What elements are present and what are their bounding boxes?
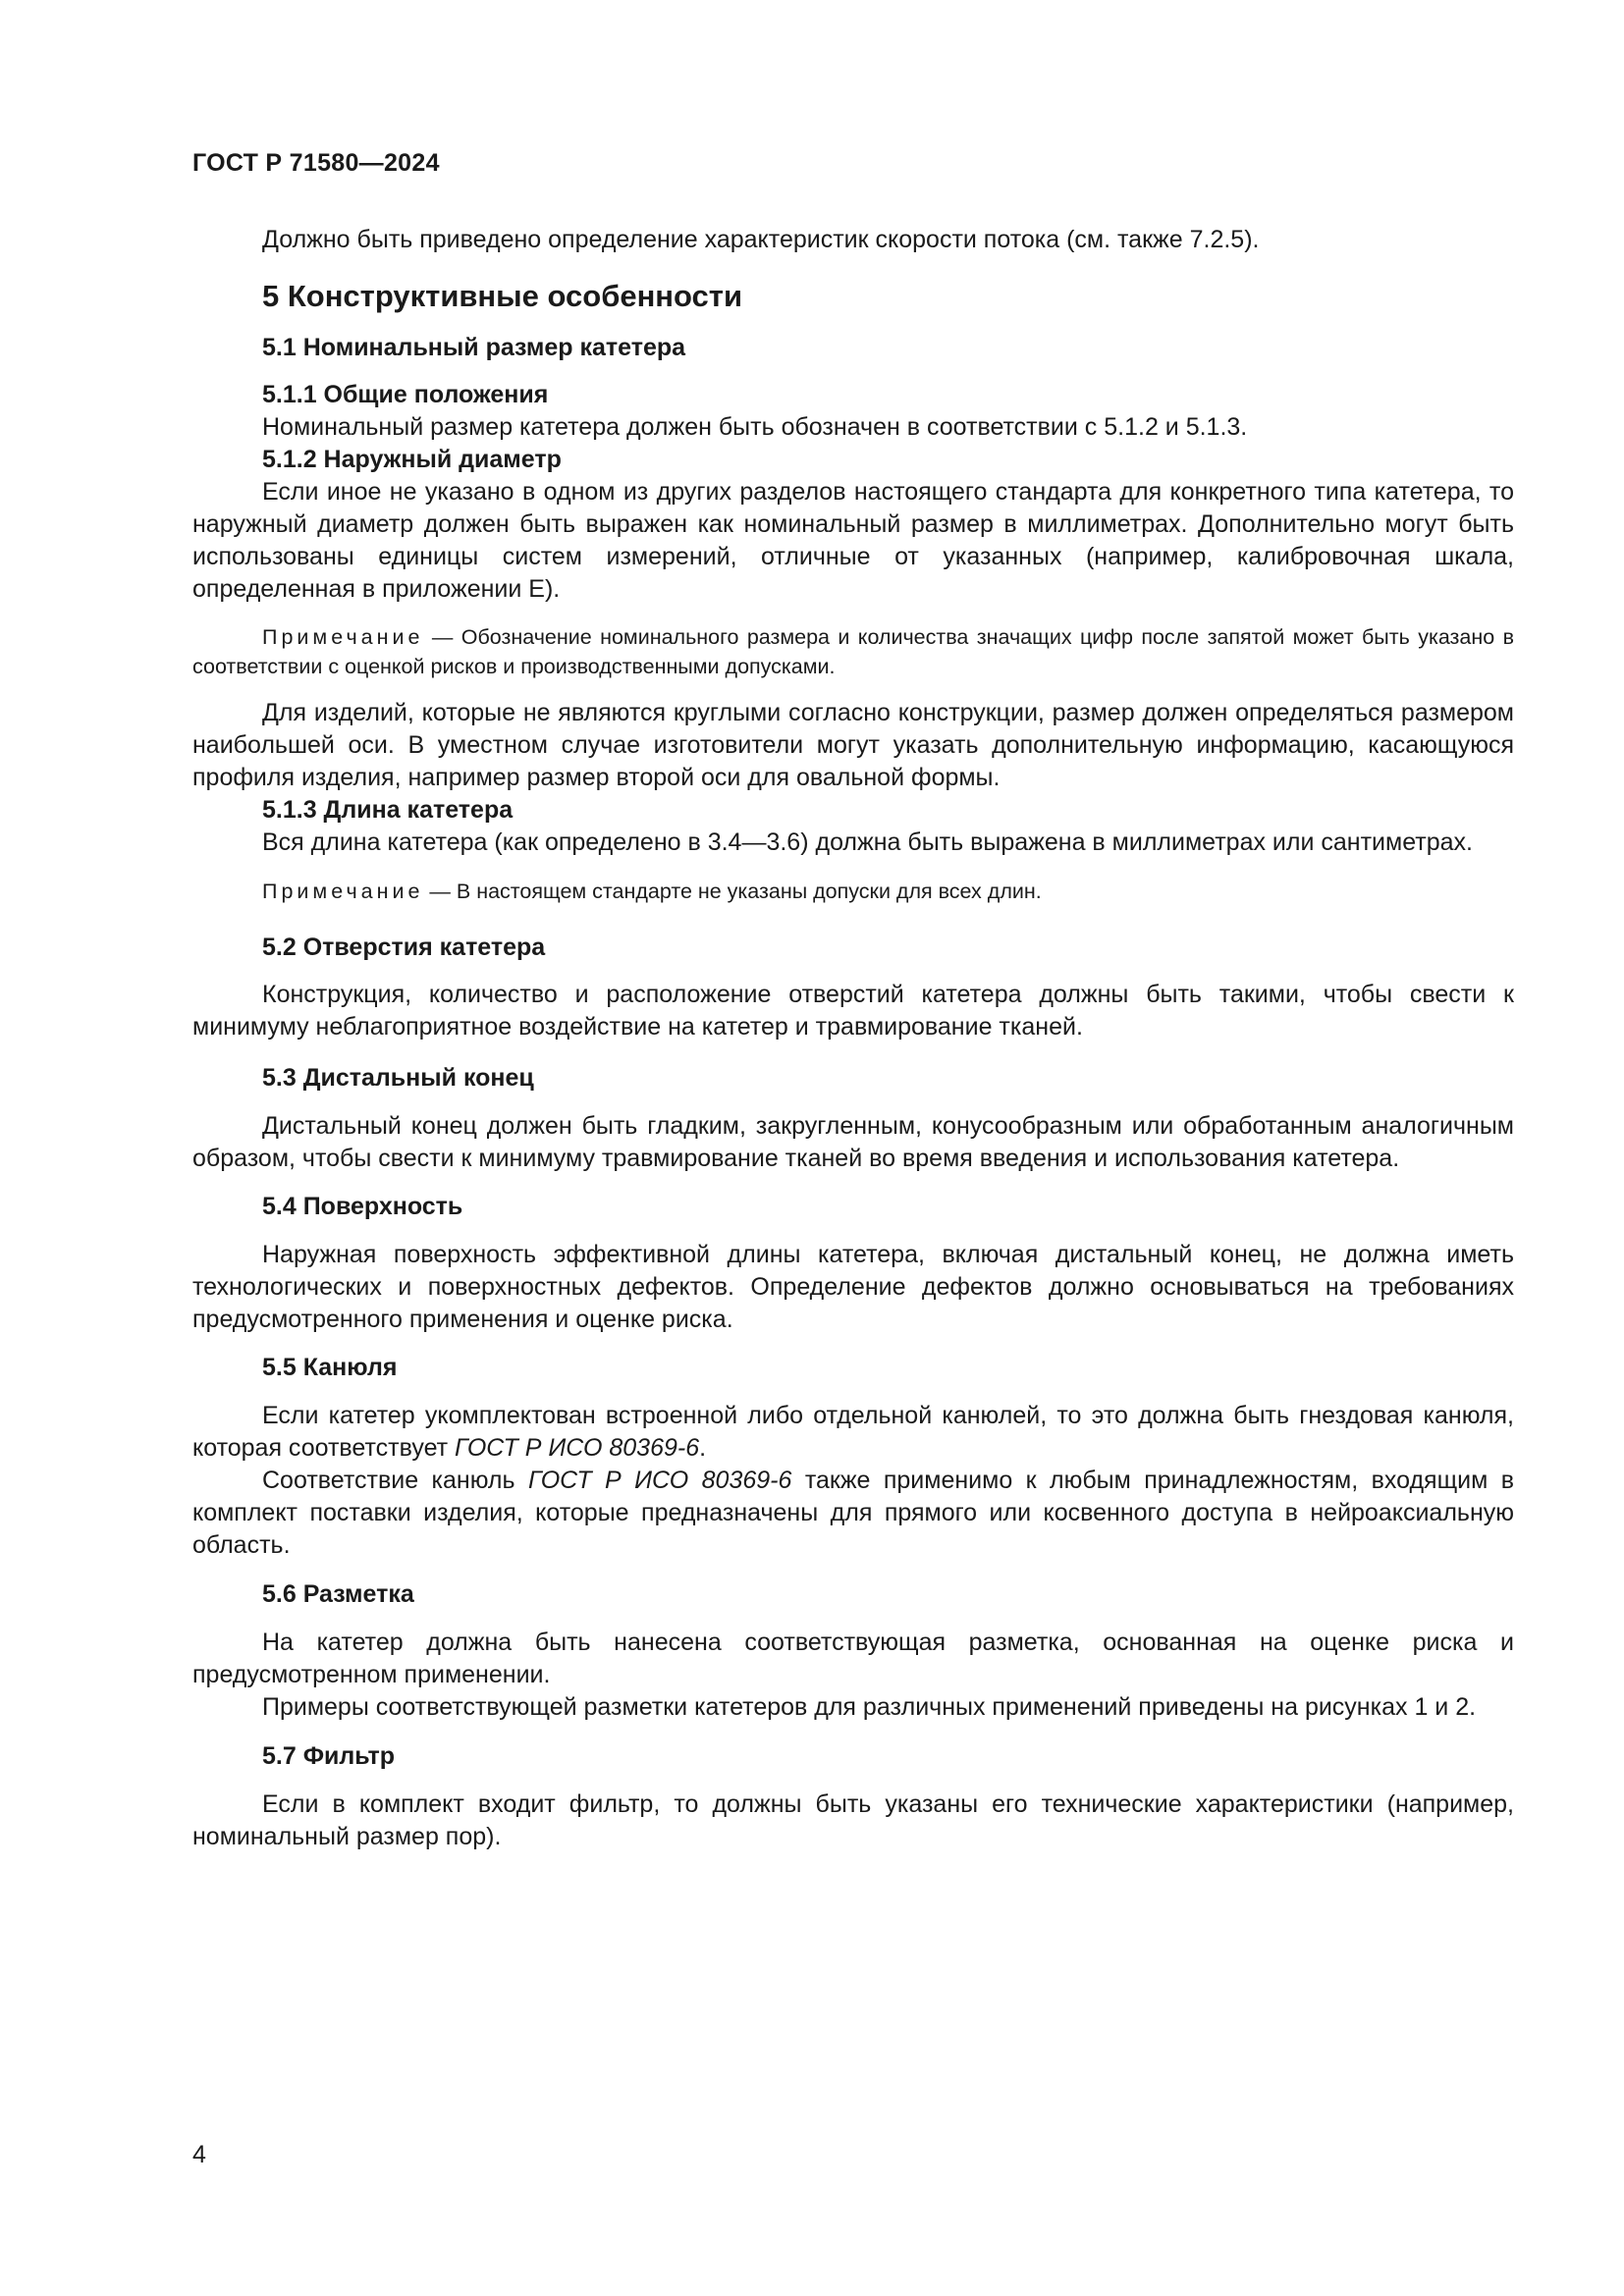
section-5-6-heading: 5.6 Разметка	[262, 1580, 414, 1608]
section-5-1-3-heading: 5.1.3 Длина катетера	[262, 796, 514, 824]
section-5-7-heading: 5.7 Фильтр	[262, 1742, 395, 1770]
section-5-4-text: Наружная поверхность эффективной длины катетера, включая дистальный конец, не должна иметь технологических и поверхностных дефектов. Определение дефектов должно основываться на требованиях предусмотренного применения и оценке риска.	[192, 1241, 1514, 1333]
section-5-2-heading: 5.2 Отверстия катетера	[262, 934, 546, 961]
note-label: Примечание	[262, 880, 424, 903]
section-5-4-heading: 5.4 Поверхность	[262, 1193, 463, 1220]
section-5-1-1-heading: 5.1.1 Общие положения	[262, 381, 549, 408]
section-5-1-2-note	[192, 622, 1514, 681]
note-text: — Обозначение номинального размера и количества значащих цифр после запятой может быть указано в соответствии с оценкой рисков и производственными допусками.	[192, 625, 1514, 678]
section-5-1-3-text: Вся длина катетера (как определено в 3.4—3.6) должна быть выражена в миллиметрах или сантиметрах.	[262, 828, 1473, 856]
text-run: .	[699, 1434, 707, 1462]
standard-reference: ГОСТ Р ИСО 80369-6	[527, 1467, 792, 1494]
text-run: Соответствие канюль	[262, 1467, 528, 1494]
section-5-6-paragraph-2: Примеры соответствующей разметки катетеров для различных применений приведены на рисунках 1 и 2.	[262, 1693, 1477, 1721]
section-5-3-heading: 5.3 Дистальный конец	[262, 1064, 534, 1092]
section-5-2-text: Конструкция, количество и расположение отверстий катетера должны быть такими, чтобы свести к минимуму неблагоприятное воздействие на катетер и травмирование тканей.	[192, 981, 1514, 1041]
section-5-1-heading: 5.1 Номинальный размер катетера	[262, 334, 686, 361]
text-run: также применимо к любым принадлежностям, входящим в комплект поставки изделия, которые предназначены для прямого или косвенного доступа в нейроаксиальную область.	[192, 1467, 1514, 1559]
section-5-heading: 5 Конструктивные особенности	[262, 279, 743, 313]
document-body	[192, 224, 1514, 1853]
section-5-1-2-text: Если иное не указано в одном из других разделов настоящего стандарта для конкретного типа катетера, то наружный диаметр должен быть выражен как номинальный размер в миллиметрах. Дополнительно могут быть использованы единицы систем измерений, отличные от указанных (например, калибровочная шкала, определенная в приложении Е).	[192, 478, 1514, 603]
intro-paragraph: Должно быть приведено определение характеристик скорости потока (см. также 7.2.5).	[262, 226, 1260, 253]
document-header-id: ГОСТ Р 71580—2024	[192, 149, 440, 177]
section-5-1-1-text: Номинальный размер катетера должен быть обозначен в соответствии с 5.1.2 и 5.1.3.	[262, 413, 1248, 441]
section-5-6-paragraph-1: На катетер должна быть нанесена соответствующая разметка, основанная на оценке риска и предусмотренном применении.	[192, 1629, 1514, 1688]
section-5-1-2-heading: 5.1.2 Наружный диаметр	[262, 446, 562, 473]
note-label: Примечание	[262, 625, 424, 649]
section-5-5-paragraph-2	[192, 1465, 1514, 1562]
note-text: — В настоящем стандарте не указаны допуски для всех длин.	[423, 880, 1042, 903]
page-number: 4	[192, 2141, 206, 2168]
section-5-1-3-note	[192, 877, 1514, 906]
section-5-5-heading: 5.5 Канюля	[262, 1354, 398, 1381]
section-5-1-2-text-2: Для изделий, которые не являются круглыми согласно конструкции, размер должен определяться размером наибольшей оси. В уместном случае изготовители могут указать дополнительную информацию, касающуюся профиля изделия, например размер второй оси для овальной формы.	[192, 699, 1514, 791]
standard-reference: ГОСТ Р ИСО 80369-6	[455, 1434, 700, 1462]
section-5-3-text: Дистальный конец должен быть гладким, закругленным, конусообразным или обработанным аналогичным образом, чтобы свести к минимуму травмирование тканей во время введения и использования катетера.	[192, 1112, 1514, 1172]
text-run: Если катетер укомплектован встроенной либо отдельной канюлей, то это должна быть гнездовая канюля, которая соответствует	[192, 1402, 1514, 1462]
section-5-7-text: Если в комплект входит фильтр, то должны быть указаны его технические характеристики (например, номинальный размер пор).	[192, 1790, 1514, 1850]
section-5-5-paragraph-1	[192, 1400, 1514, 1465]
